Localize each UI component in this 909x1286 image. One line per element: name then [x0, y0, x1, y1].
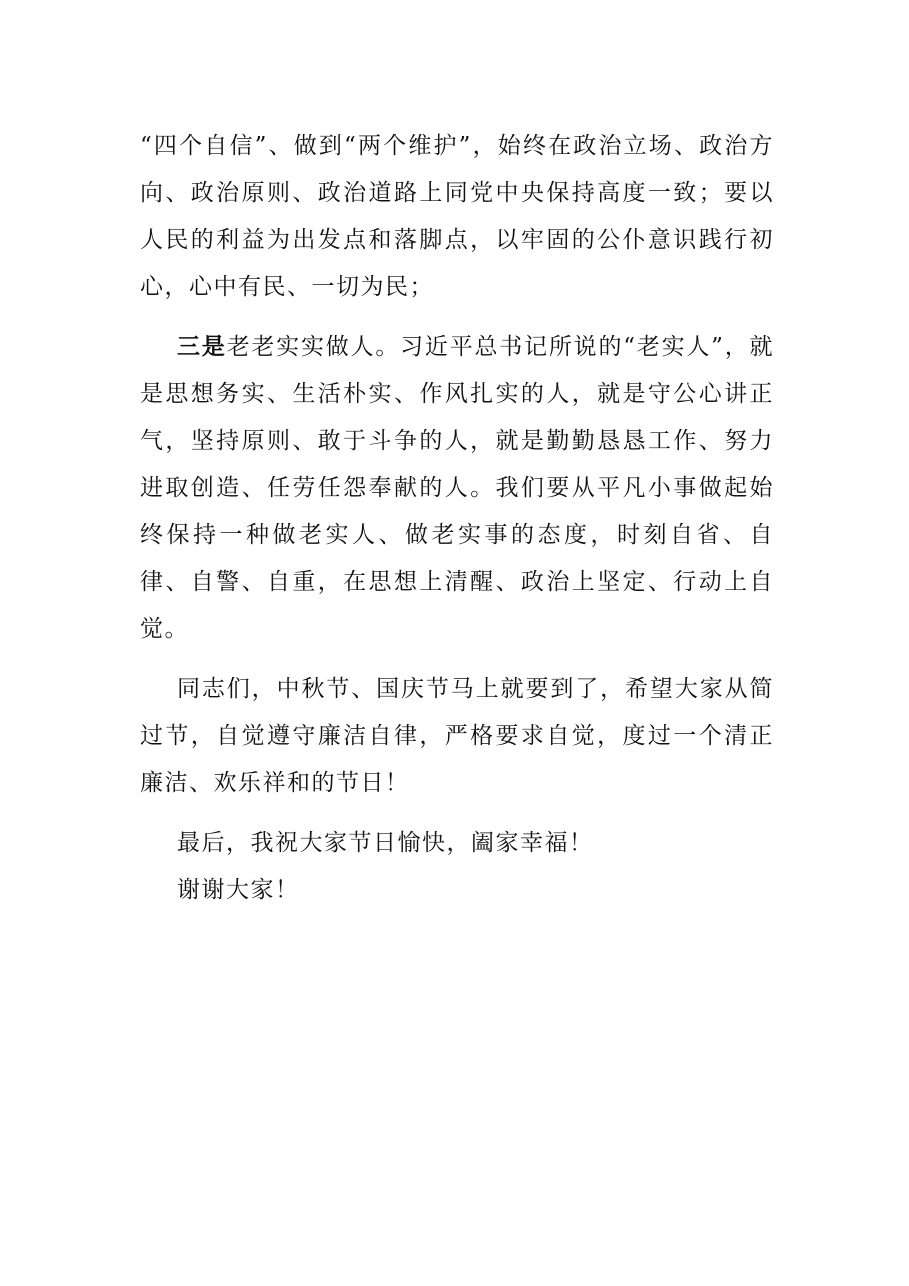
document-body	[140, 123, 774, 914]
paragraph-lead-label: 三是	[177, 334, 227, 360]
paragraph-closing-blessing: 最后，我祝大家节日愉快，阖家幸福！	[177, 830, 594, 856]
paragraph-holiday-wishes: 同志们，中秋节、国庆节马上就要到了，希望大家从简过节，自觉遵守廉洁自律，严格要求自觉，度过一个清正廉洁、欢乐祥和的节日！	[140, 676, 774, 796]
paragraph-political-alignment: “四个自信”、做到“两个维护”，始终在政治立场、政治方向、政治原则、政治道路上同党中央保持高度一致；要以人民的利益为出发点和落脚点，以牢固的公仆意识践行初心，心中有民、一切为民；	[140, 133, 774, 300]
paragraph-thanks: 谢谢大家！	[177, 877, 300, 903]
paragraph-honest-conduct-text: 老老实实做人。习近平总书记所说的“老实人”，就是思想务实、生活朴实、作风扎实的人，就是守公心讲正气，坚持原则、敢于斗争的人，就是勤勤恳恳工作、努力进取创造、任劳任怨奉献的人。我们要从平凡小事做起始终保持一种做老实人、做老实事的态度，时刻自省、自律、自警、自重，在思想上清醒、政治上坚定、行动上自觉。	[140, 334, 774, 642]
paragraph-honest-conduct	[140, 324, 774, 653]
